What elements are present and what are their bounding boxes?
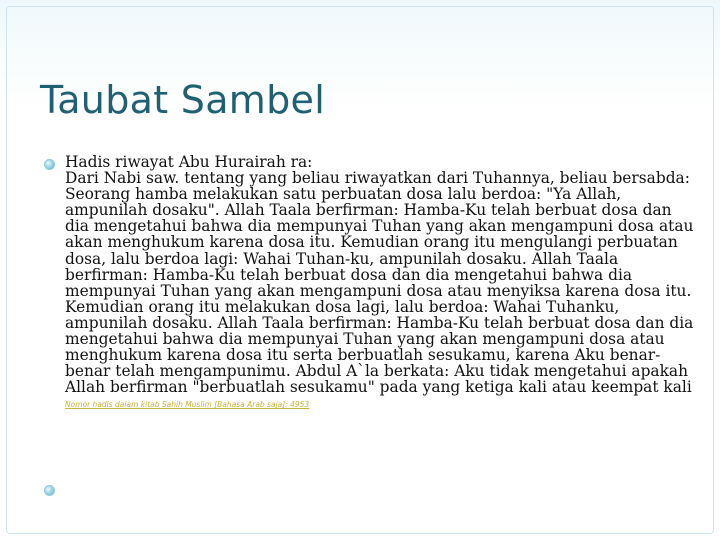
slide-content: [44, 154, 694, 409]
bullet-icon: [44, 159, 55, 170]
slide-title: Taubat Sambel: [40, 78, 326, 122]
hadith-reference-link[interactable]: Nomor hadis dalam kitab Sahih Muslim [Bahasa Arab saja]: 4953: [65, 400, 310, 410]
hadith-text: Hadis riwayat Abu Hurairah ra: Dari Nabi saw. tentang yang beliau riwayatkan dari Tuhannya, beliau bersabda: Seorang hamba melakukan satu perbuatan dosa lalu berdoa: "Ya Allah, ampunilah dosaku". Allah Taala berfirman: Hamba-Ku telah berbuat dosa dan dia mengetahui bahwa dia mempunyai Tuhan yang akan mengampuni dosa atau akan menghukum karena dosa itu. Kemudian orang itu mengulangi perbuatan dosa, lalu berdoa lagi: Wahai Tuhan-ku, ampunilah dosaku. Allah Taala berfirman: Hamba-Ku telah berbuat dosa dan dia mengetahui bahwa dia mempunyai Tuhan yang akan mengampuni dosa atau menyiksa karena dosa itu. Kemudian orang itu melakukan dosa lagi, lalu berdoa: Wahai Tuhanku, ampunilah dosaku. Allah Taala berfirman: Hamba-Ku telah berbuat dosa dan dia mengetahui bahwa dia mempunyai Tuhan yang akan mengampuni dosa atau menghukum karena dosa itu serta berbuatlah sesukamu, karena Aku benar-benar telah mengampunimu. Abdul A`la berkata: Aku tidak mengetahui apakah Allah berfirman "berbuatlah sesukamu" pada yang ketiga kali atau keempat kali: [65, 153, 694, 397]
bullet-icon: [44, 485, 55, 496]
